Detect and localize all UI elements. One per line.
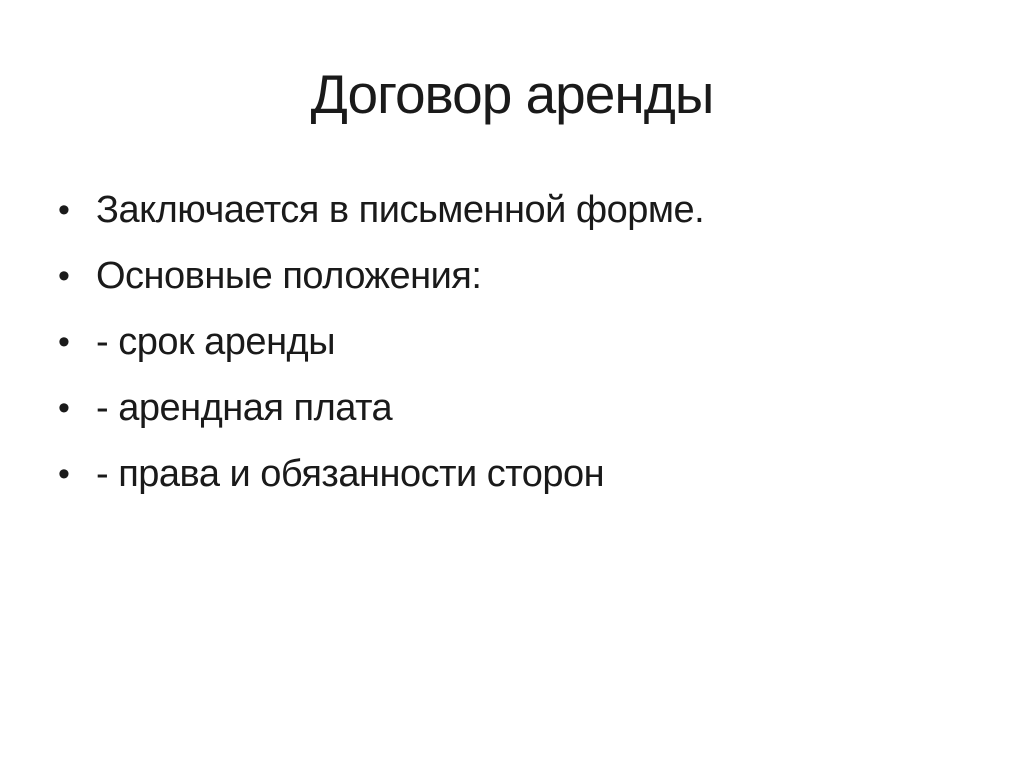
bullet-icon: • [58, 455, 70, 493]
list-item [58, 309, 984, 375]
bullet-icon: • [58, 323, 70, 361]
list-item [58, 177, 984, 243]
bullet-icon: • [58, 389, 70, 427]
bullet-list [0, 177, 1024, 507]
bullet-icon: • [58, 257, 70, 295]
bullet-text: - права и обязанности сторон [96, 453, 605, 495]
bullet-text: - срок аренды [96, 321, 336, 363]
list-item [58, 375, 984, 441]
list-item [58, 243, 984, 309]
bullet-text: - арендная плата [96, 387, 393, 429]
bullet-text: Основные положения: [96, 255, 482, 297]
bullet-icon: • [58, 191, 70, 229]
bullet-text: Заключается в письменной форме. [96, 189, 705, 231]
slide-title: Договор аренды [310, 63, 714, 125]
list-item [58, 441, 984, 507]
